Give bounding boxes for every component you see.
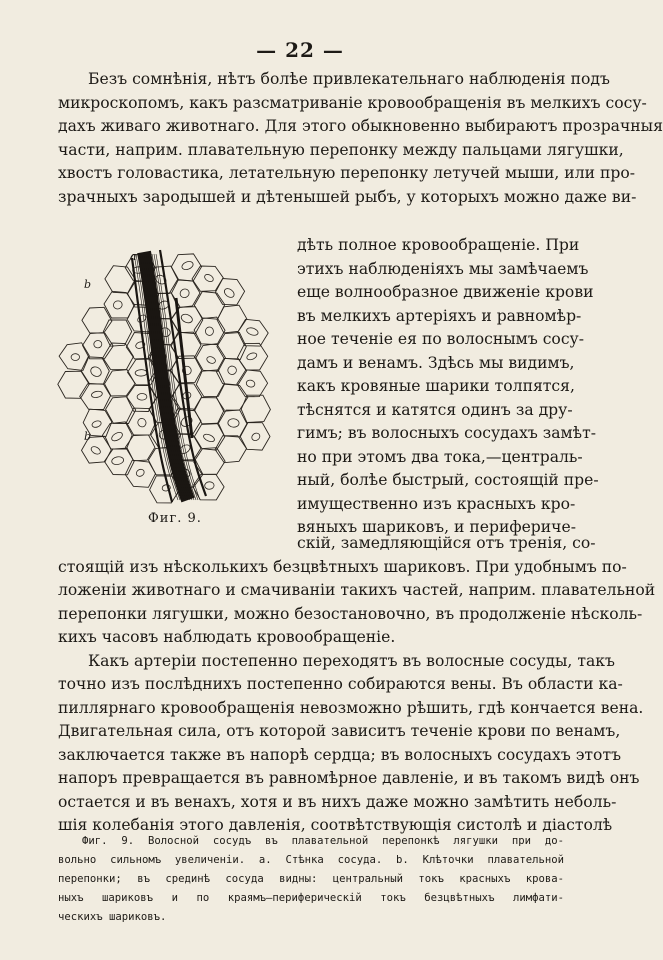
footnote xyxy=(58,832,564,927)
cell-nucleus xyxy=(90,445,102,456)
text-line: микроскопомъ, какъ разсматриваніе кровообращенія въ мелкихъ сосу- xyxy=(58,93,647,112)
membrane-cell xyxy=(217,384,248,411)
text-line: гимъ; въ волосныхъ сосудахъ замѣт- xyxy=(297,424,596,442)
footnote-line: перепонки; въ срединѣ сосуда видны: центральный токъ красныхъ крова- xyxy=(58,873,564,885)
cell-nucleus xyxy=(223,287,236,299)
text-line: Безъ сомнѣнія, нѣтъ болѣе привлекательнаго наблюденія подъ xyxy=(88,70,610,88)
membrane-cell xyxy=(196,370,224,397)
cell-nucleus xyxy=(227,365,237,375)
text-line: хвостъ головастика, летательную перепонку летучей мыши, или про- xyxy=(58,164,635,182)
cell-nucleus xyxy=(205,327,214,336)
cell-nucleus xyxy=(180,313,194,325)
page-number: — 22 — xyxy=(256,38,344,62)
footnote-line: ныхъ шариковъ и по краямъ—периферическій токъ безцвѣтныхъ лимфати- xyxy=(58,892,564,904)
cell-nucleus xyxy=(202,433,215,443)
cell-nucleus xyxy=(179,287,191,299)
capillary-engraving xyxy=(62,238,280,508)
text-line: ное теченіе ея по волоснымъ сосу- xyxy=(297,330,584,348)
text-line: зрачныхъ зародышей и дѣтенышей рыбъ, у которыхъ можно даже ви- xyxy=(58,187,637,206)
cell-nucleus xyxy=(203,273,214,283)
cell-nucleus xyxy=(246,379,256,388)
text-line: пиллярнаго кровообращенія невозможно рѣшить, гдѣ кончается вена. xyxy=(58,698,644,717)
text-line: Какъ артеріи постепенно переходятъ въ волосные сосуды, такъ xyxy=(88,651,615,670)
text-line: какъ кровяные шарики толпятся, xyxy=(297,377,575,395)
cell-nucleus xyxy=(204,482,214,490)
text-line: ный, болѣе быстрый, состоящій пре- xyxy=(297,471,599,489)
text-line: стоящій изъ нѣсколькихъ безцвѣтныхъ шариковъ. При удобнымъ по- xyxy=(58,557,627,576)
text-line: но при этомъ два тока,—централь- xyxy=(297,447,583,466)
cell-nucleus xyxy=(91,420,102,429)
cell-nucleus xyxy=(135,468,145,478)
figure-label-a: a xyxy=(130,250,137,263)
cell-nucleus xyxy=(110,431,124,443)
cell-nucleus xyxy=(228,418,240,427)
cell-nucleus xyxy=(94,340,102,348)
cell-nucleus xyxy=(250,432,261,443)
figure-caption: Фиг. 9. xyxy=(148,511,202,526)
cell-nucleus xyxy=(111,456,124,466)
membrane-cell xyxy=(103,320,131,346)
paragraph-side xyxy=(297,234,599,540)
text-line: кихъ часовъ наблюдать кровообращеніе. xyxy=(58,628,396,646)
cell-nucleus xyxy=(136,417,148,429)
footnote-line: Фиг. 9. Волосной сосудъ въ плавательной перепонкѣ лягушки при до- xyxy=(82,835,564,847)
footnote-line: ческихъ шариковъ. xyxy=(58,911,167,923)
text-line: въ мелкихъ артеріяхъ и равномѣр- xyxy=(297,306,582,325)
text-line: ложеніи животнаго и смачиваніи такихъ частей, наприм. плавательной xyxy=(58,581,656,599)
cell-nucleus xyxy=(137,393,147,400)
text-line: перепонки лягушки, можно безостановочно, въ продолженіе нѣсколь- xyxy=(58,604,643,623)
text-line: тѣснятся и катятся одинъ за дру- xyxy=(297,400,573,419)
cell-nucleus xyxy=(246,326,259,336)
cell-nucleus xyxy=(71,354,80,361)
figure-9-illustration xyxy=(62,238,280,508)
text-line: дѣть полное кровообращеніе. При xyxy=(297,236,580,254)
cell-nucleus xyxy=(206,355,217,364)
text-line: заключается также въ напорѣ сердца; въ волосныхъ сосудахъ этотъ xyxy=(58,745,621,764)
footnote-line: вольно сильномъ увеличеніи. a. Стѣнка сосуда. b. Клѣточки плавательной xyxy=(58,854,564,866)
membrane-cell xyxy=(58,371,90,398)
membrane-cell xyxy=(103,343,134,370)
cell-nucleus xyxy=(181,260,194,271)
cell-nucleus xyxy=(135,369,147,376)
text-line: Двигательная сила, отъ которой зависитъ теченіе крови по венамъ, xyxy=(58,722,621,740)
text-line: еще волнообразное движеніе крови xyxy=(297,283,594,301)
paragraph-bottom xyxy=(58,532,656,838)
text-line: вяныхъ шариковъ, и перифериче- xyxy=(297,518,576,536)
text-line: скій, замедляющійся отъ тренія, со- xyxy=(297,534,596,552)
membrane-cell xyxy=(241,395,270,422)
text-line: имущественно изъ красныхъ кро- xyxy=(297,494,576,513)
text-line: дамъ и венамъ. Здѣсь мы видимъ, xyxy=(297,353,575,372)
cell-nucleus xyxy=(112,300,123,311)
text-line: дахъ живаго животнаго. Для этого обыкновенно выбираютъ прозрачныя xyxy=(58,117,663,135)
figure-label-b-top: b xyxy=(84,278,92,291)
text-line: остается и въ венахъ, хотя и въ нихъ даже можно замѣтить неболь- xyxy=(58,792,617,811)
membrane-cell xyxy=(217,305,247,333)
cell-nucleus xyxy=(91,390,103,398)
text-line: части, наприм. плавательную перепонку между пальцами лягушки, xyxy=(58,140,624,159)
paragraph-top xyxy=(58,68,663,209)
text-line: напоръ превращается въ равномѣрное давленіе, и въ такомъ видѣ онъ xyxy=(58,769,640,787)
text-line: этихъ наблюденіяхъ мы замѣчаемъ xyxy=(297,259,589,278)
text-line: шія колебанія этого давленія, соотвѣтствующія систолѣ и діастолѣ xyxy=(58,816,613,834)
text-line: точно изъ послѣднихъ постепенно собираются вены. Въ области ка- xyxy=(58,675,623,693)
figure-label-b-bottom: b xyxy=(84,430,92,443)
cell-nucleus xyxy=(246,352,258,361)
cell-nucleus xyxy=(89,365,103,378)
